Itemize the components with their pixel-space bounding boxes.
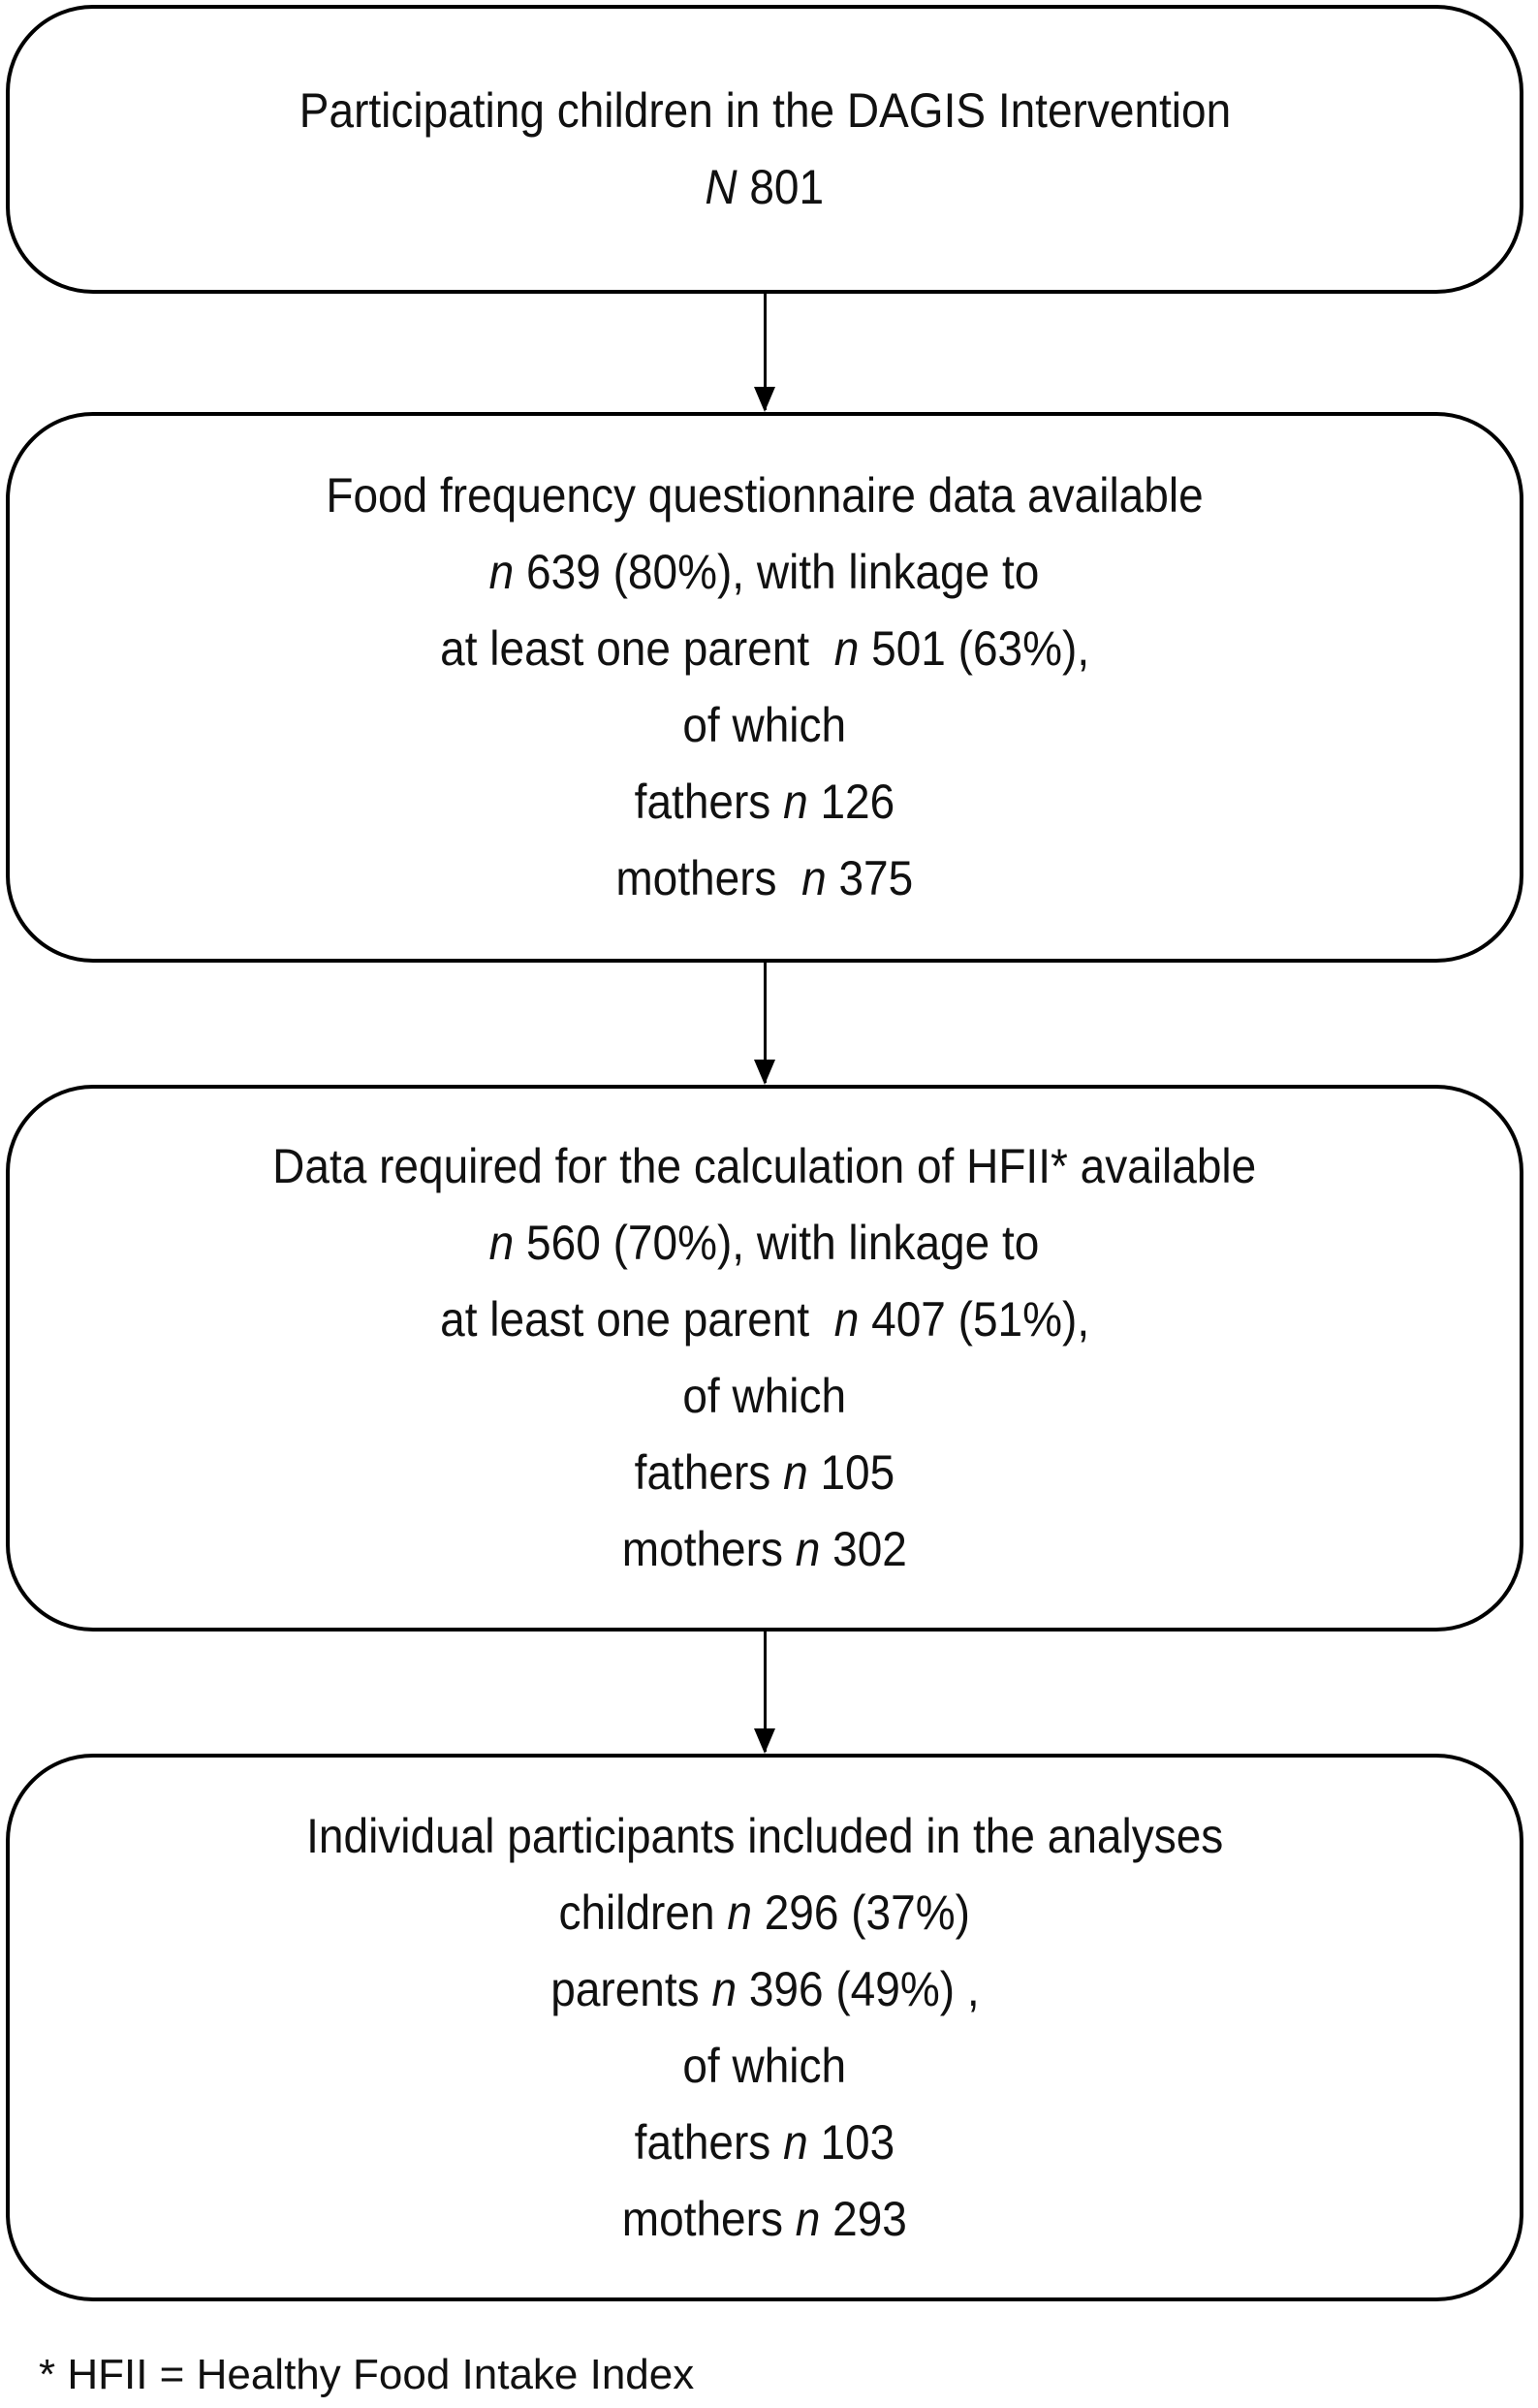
italic-symbol: n (727, 1885, 753, 1940)
line-text: fathers (634, 2114, 784, 2170)
italic-symbol: n (795, 1522, 821, 1576)
line-text: 801 (737, 160, 825, 214)
line-text: 396 (49%) , (736, 1961, 980, 2016)
arrow-down-3 (764, 1632, 767, 1752)
italic-symbol: n (833, 621, 860, 676)
line-text: Data required for the calculation of HFII* available (272, 1139, 1257, 1193)
italic-symbol: N (705, 160, 738, 214)
italic-symbol: n (783, 2114, 808, 2170)
box-line (683, 2028, 847, 2105)
line-text: mothers (621, 1522, 796, 1576)
italic-symbol: n (489, 1216, 515, 1270)
box-line (440, 1282, 1089, 1358)
line-text: 501 (63%), (859, 621, 1089, 676)
box-line (272, 1128, 1256, 1205)
box-line (683, 687, 847, 764)
line-text: fathers (634, 1445, 784, 1500)
italic-symbol: n (489, 545, 515, 599)
italic-symbol: n (783, 1445, 808, 1500)
box-line (559, 1875, 970, 1951)
line-text: 105 (807, 1445, 895, 1500)
line-text: at least one parent (439, 621, 834, 676)
italic-symbol: n (795, 2191, 821, 2246)
line-text: 126 (807, 775, 895, 829)
italic-symbol: n (711, 1961, 737, 2016)
line-text: Individual participants included in the analyses (305, 1808, 1224, 1863)
box-line (635, 764, 895, 840)
box-line (440, 611, 1089, 687)
italic-symbol: n (833, 1292, 860, 1347)
line-text: of which (682, 2038, 847, 2093)
line-text: 302 (820, 1522, 908, 1576)
italic-symbol: n (783, 775, 808, 829)
line-text: fathers (634, 775, 784, 829)
box-line (298, 73, 1230, 149)
box-line (622, 1511, 907, 1588)
line-text: 407 (51%), (859, 1292, 1089, 1347)
line-text: mothers (615, 851, 802, 905)
box-line (635, 2105, 895, 2181)
box-line (683, 1358, 847, 1435)
box-line (326, 458, 1203, 534)
line-text: 639 (80%), with linkage to (514, 545, 1040, 599)
line-text: 103 (807, 2114, 895, 2170)
box-line (489, 534, 1040, 611)
line-text: of which (682, 698, 847, 752)
box-ffq-data-available (6, 412, 1523, 963)
box-line (616, 840, 914, 917)
italic-symbol: n (801, 851, 827, 905)
box-line (550, 1951, 979, 2028)
line-text: Food frequency questionnaire data available (326, 468, 1204, 523)
box-hfii-data-available (6, 1085, 1523, 1632)
box-line (489, 1205, 1040, 1282)
box-included-participants (6, 1754, 1523, 2301)
box-line (635, 1435, 895, 1511)
arrow-down-1 (764, 294, 767, 410)
footnote: * HFII = Healthy Food Intake Index (39, 2351, 695, 2398)
box-line (706, 149, 825, 226)
line-text: at least one parent (439, 1292, 834, 1347)
line-text: Participating children in the DAGIS Intervention (298, 83, 1231, 138)
box-line (622, 2181, 907, 2258)
line-text: mothers (621, 2191, 796, 2246)
line-text: 296 (37%) (752, 1885, 971, 1940)
line-text: 560 (70%), with linkage to (514, 1216, 1040, 1270)
line-text: parents (549, 1961, 712, 2016)
line-text: children (558, 1885, 728, 1940)
box-line (306, 1798, 1223, 1875)
arrow-down-2 (764, 963, 767, 1083)
box-participating-children (6, 5, 1523, 294)
line-text: 293 (820, 2191, 908, 2246)
line-text: 375 (826, 851, 914, 905)
line-text: of which (682, 1369, 847, 1423)
